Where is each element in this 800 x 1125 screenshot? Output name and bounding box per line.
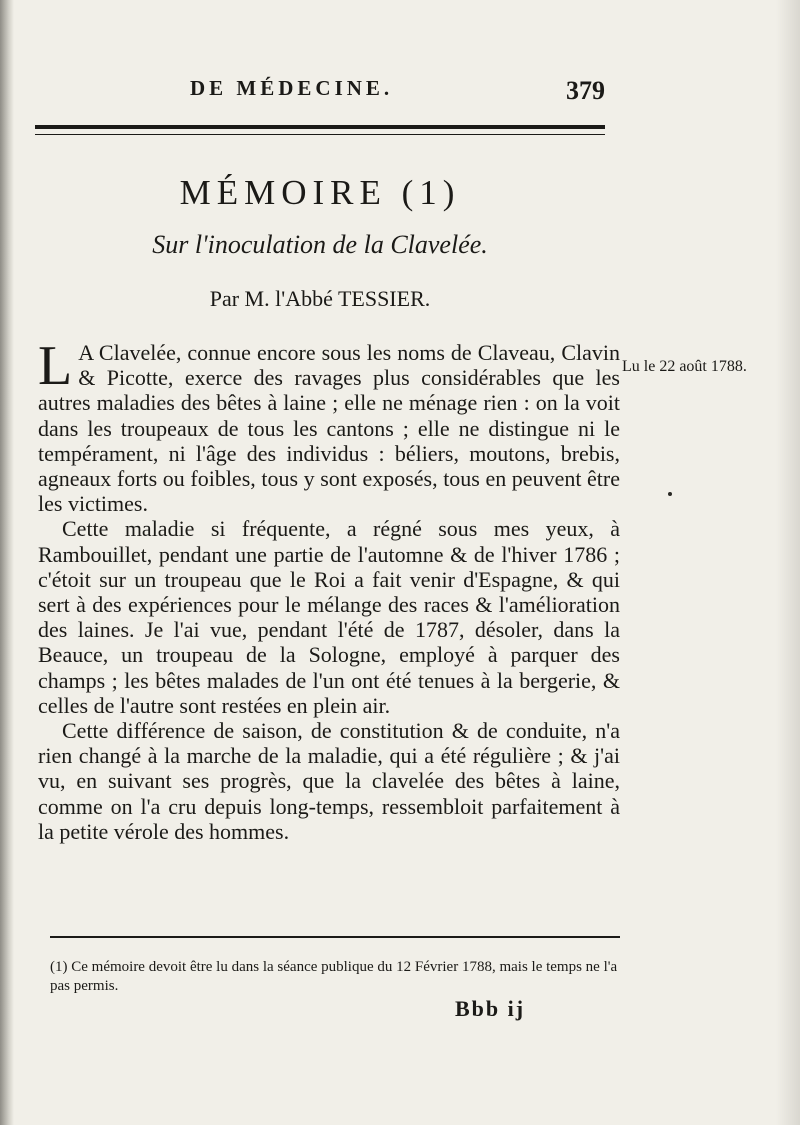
- paragraph-1-text: A Clavelée, connue encore sous les noms de Claveau, Clavin & Picotte, exerce des ravages plus considérables que les autres maladies des bêtes à laine ; elle ne ménage rien : on la voit dans les troupeaux de tous les cantons ; elle ne distingue ni le tempérament, ni l'âge des individus : béliers, moutons, brebis, agneaux forts ou foibles, tous y sont exposés, tous en peuvent être les victimes.: [38, 340, 620, 517]
- memoir-title: MÉMOIRE (1): [179, 173, 461, 212]
- paragraph-2: Cette maladie si fréquente, a régné sous mes yeux, à Rambouillet, pendant une partie de l'automne & de l'hiver 1786 ; c'étoit sur un troupeau que le Roi a fait venir d'Espagne, & qui sert à des expériences pour le mélange des races & l'amélioration des laines. Je l'ai vue, pendant l'été de 1787, désoler, dans la Beauce, un troupeau de la Sologne, employé à parquer des champs ; les bêtes malades de l'un ont été tenues à la bergerie, & celles de l'autre sont restées en plein air.: [38, 516, 620, 718]
- margin-note: Lu le 22 août 1788.: [622, 358, 747, 375]
- signature-mark: Bbb ij: [455, 996, 526, 1021]
- paragraph-3: Cette différence de saison, de constitution & de conduite, n'a rien changé à la marche de la maladie, qui a été régulière ; & j'ai vu, en suivant ses progrès, que la clavelée des bêtes à laine, comme on l'a cru depuis long-temps, ressembloit parfaitement à la petite vérole des hommes.: [38, 718, 620, 844]
- paragraph-1: [38, 335, 620, 517]
- running-head: DE MÉDECINE.: [190, 76, 394, 100]
- memoir-subtitle: Sur l'inoculation de la Clavelée.: [152, 230, 488, 259]
- page-number: 379: [566, 76, 605, 105]
- footnote-rule: [50, 936, 620, 938]
- header-rule-thick: [35, 125, 605, 129]
- footnote: (1) Ce mémoire devoit être lu dans la séance publique du 12 Février 1788, mais le temps ne l'a pas permis.: [50, 959, 618, 994]
- author-byline: Par M. l'Abbé TESSIER.: [209, 286, 431, 311]
- header-rule-thin: [35, 134, 605, 135]
- drop-cap: L: [38, 335, 73, 397]
- page-edge-shadow-right: [776, 0, 800, 1125]
- body-text: [38, 335, 620, 844]
- page-edge-shadow-left: [0, 0, 14, 1125]
- ink-speck: [668, 492, 672, 496]
